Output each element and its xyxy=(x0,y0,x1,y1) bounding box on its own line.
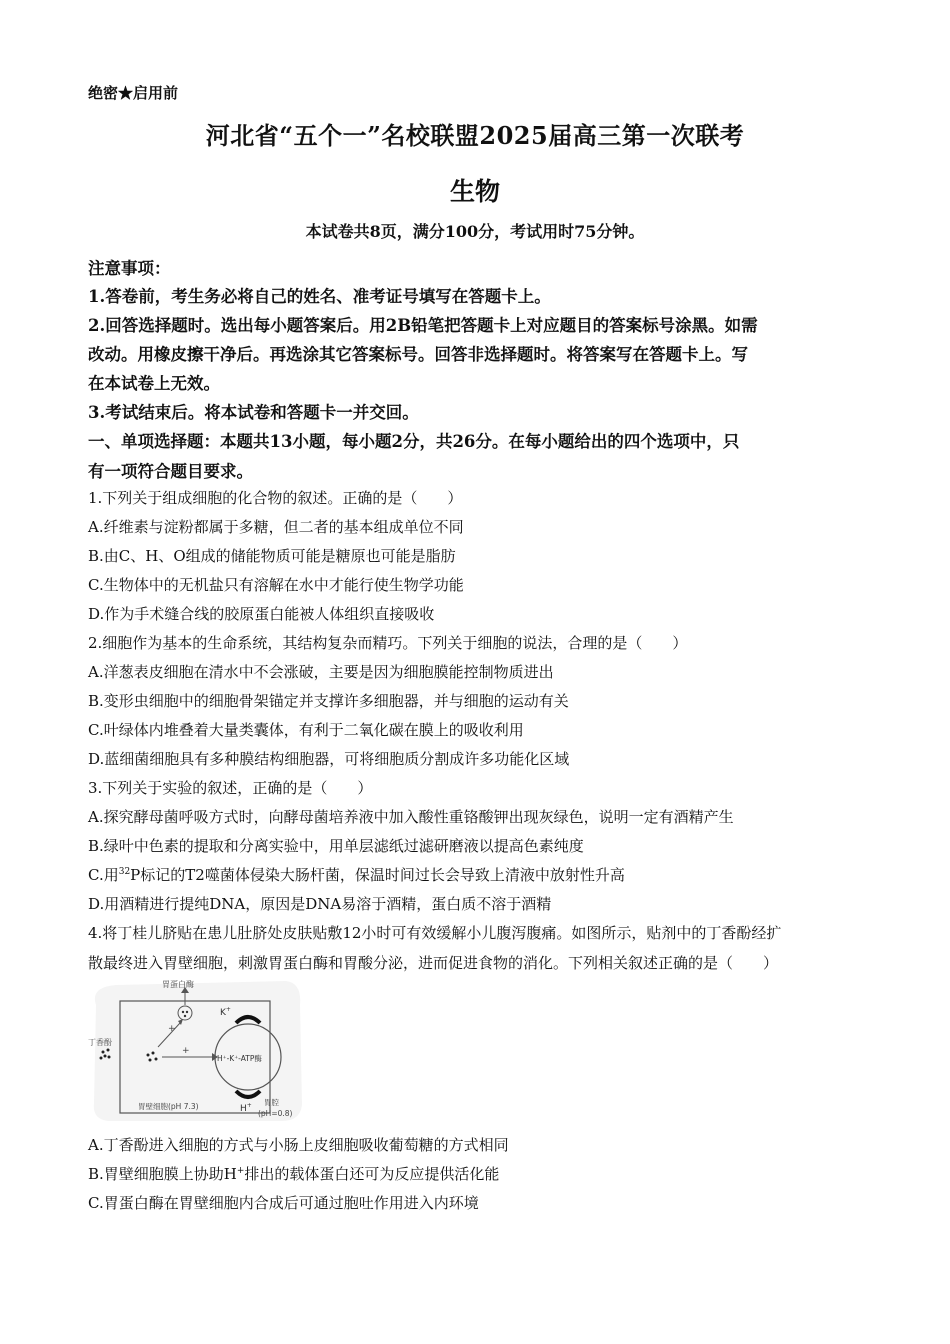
q3-stem: 3.下列关于实验的叙述，正确的是（ ） xyxy=(88,779,373,797)
q3-option-b: B.绿叶中色素的提取和分离实验中，用单层滤纸过滤研磨液以提高色素纯度 xyxy=(88,837,584,855)
q3-option-a: A.探究酵母菌呼吸方式时，向酵母菌培养液中加入酸性重铬酸钾出现灰绿色，说明一定有酒精产生 xyxy=(88,808,734,826)
q3-option-d: D.用酒精进行提纯DNA，原因是DNA易溶于酒精，蛋白质不溶于酒精 xyxy=(88,895,552,913)
notice-item-1: 1.答卷前，考生务必将自己的姓名、准考证号填写在答题卡上。 xyxy=(88,287,551,306)
q4-stem-line-2: 散最终进入胃壁细胞，刺激胃蛋白酶和胃酸分泌，进而促进食物的消化。下列相关叙述正确的是（ ） xyxy=(88,954,779,972)
q1-option-b: B.由C、H、O组成的储能物质可能是糖原也可能是脂肪 xyxy=(88,547,456,565)
label-gastric: 胃腔 xyxy=(264,1098,279,1107)
q2-option-b: B.变形虫细胞中的细胞骨架锚定并支撑许多细胞器，并与细胞的运动有关 xyxy=(88,692,569,710)
exam-title: 河北省“五个一”名校联盟2025届高三第一次联考 xyxy=(205,121,745,150)
notice-item-2-line-1: 2.回答选择题时。选出每小题答案后。用2B铅笔把答题卡上对应题目的答案标号涂黑。如需 xyxy=(88,316,758,335)
q4-option-a: A.丁香酚进入细胞的方式与小肠上皮细胞吸收葡萄糖的方式相同 xyxy=(88,1136,509,1154)
q2-option-a: A.洋葱表皮细胞在清水中不会涨破，主要是因为细胞膜能控制物质进出 xyxy=(88,663,554,681)
notice-heading: 注意事项： xyxy=(88,259,171,278)
q1-stem: 1.下列关于组成细胞的化合物的叙述。正确的是（ ） xyxy=(88,489,463,507)
notice-item-2-line-2: 改动。用橡皮擦干净后。再选涂其它答案标号。回答非选择题时。将答案写在答题卡上。写 xyxy=(88,345,748,364)
label-clove: 丁香酚 xyxy=(88,1038,112,1047)
q3-option-c: C.用$^{32}$P标记的T2噬菌体侵染大肠杆菌，保温时间过长会导致上清液中放射性升高 xyxy=(88,866,625,884)
gastric-cell-diagram xyxy=(86,975,308,1123)
label-plus-1: + xyxy=(168,1024,176,1034)
q1-option-c: C.生物体中的无机盐只有溶解在水中才能行使生物学功能 xyxy=(88,576,464,594)
notice-item-3: 3.考试结束后。将本试卷和答题卡一并交回。 xyxy=(88,403,419,422)
q2-option-d: D.蓝细菌细胞具有多种膜结构细胞器，可将细胞质分割成许多功能化区域 xyxy=(88,750,570,768)
label-k: K+ xyxy=(220,1006,231,1018)
notice-item-2-line-3: 在本试卷上无效。 xyxy=(88,374,220,393)
q2-stem: 2.细胞作为基本的生命系统，其结构复杂而精巧。下列关于细胞的说法，合理的是（ ） xyxy=(88,634,688,652)
q4-option-c: C.胃蛋白酶在胃壁细胞内合成后可通过胞吐作用进入内环境 xyxy=(88,1194,479,1212)
label-h: H+ xyxy=(240,1102,252,1114)
label-pepsin: 胃蛋白酶 xyxy=(162,980,194,989)
q4-option-b: B.胃壁细胞膜上协助H+排出的载体蛋白还可为反应提供活化能 xyxy=(88,1165,500,1183)
label-plus-2: + xyxy=(182,1046,190,1056)
subject-title: 生物 xyxy=(449,177,500,206)
secret-label: 绝密★启用前 xyxy=(88,84,179,102)
section-heading-line-2: 有一项符合题目要求。 xyxy=(88,462,253,481)
label-cell: 胃壁细胞(pH 7.3) xyxy=(138,1102,199,1111)
q2-option-c: C.叶绿体内堆叠着大量类囊体，有利于二氧化碳在膜上的吸收利用 xyxy=(88,721,524,739)
q4-stem-line-1: 4.将丁桂儿脐贴在患儿肚脐处皮肤贴敷12小时可有效缓解小儿腹泻腹痛。如图所示，贴剂中的丁香酚经扩 xyxy=(88,924,782,942)
q1-option-d: D.作为手术缝合线的胶原蛋白能被人体组织直接吸收 xyxy=(88,605,435,623)
section-heading-line-1: 一、单项选择题：本题共13小题，每小题2分，共26分。在每小题给出的四个选项中，只 xyxy=(88,432,740,451)
q1-option-a: A.纤维素与淀粉都属于多糖，但二者的基本组成单位不同 xyxy=(88,518,464,536)
exam-info: 本试卷共8页，满分100分，考试用时75分钟。 xyxy=(305,222,645,241)
label-pump: H⁺-K⁺-ATP酶 xyxy=(217,1054,262,1063)
label-gastric-ph: (pH=0.8) xyxy=(258,1109,293,1118)
